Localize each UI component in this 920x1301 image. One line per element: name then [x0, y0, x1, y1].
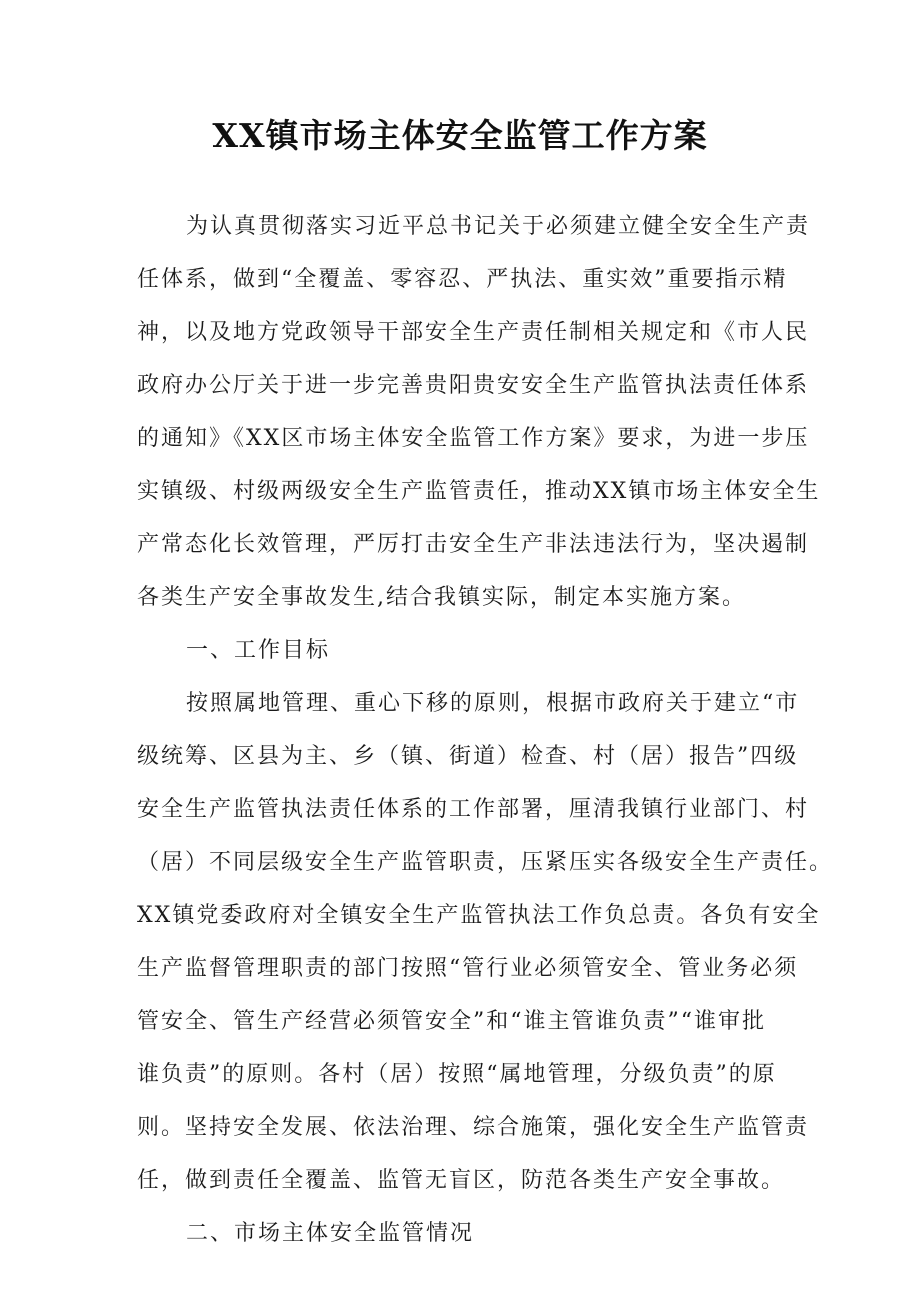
- section-heading-goals: 一、工作目标: [186, 638, 331, 663]
- paragraph-line: 产常态化长效管理，严厉打击安全生产非法违法行为，坚决遏制: [137, 532, 810, 557]
- paragraph-line: 管安全、管生产经营必须管安全”和“谁主管谁负责”“谁审批: [137, 1009, 766, 1034]
- paragraph-line: 的通知》《XX区市场主体安全监管工作方案》要求，为进一步压: [137, 426, 810, 451]
- paragraph-line: 任，做到责任全覆盖、监管无盲区，防范各类生产安全事故。: [137, 1168, 786, 1193]
- paragraph-line: 按照属地管理、重心下移的原则，根据市政府关于建立“市: [186, 691, 800, 716]
- paragraph-line: 安全生产监管执法责任体系的工作部署，厘清我镇行业部门、村: [137, 797, 810, 822]
- paragraph-line: XX镇党委政府对全镇安全生产监管执法工作负总责。各负有安全: [137, 903, 821, 928]
- paragraph-line: （居）不同层级安全生产监管职责，压紧压实各级安全生产责任。: [137, 850, 834, 875]
- paragraph-line: 生产监督管理职责的部门按照“管行业必须管安全、管业务必须: [137, 956, 799, 981]
- paragraph-line: 政府办公厅关于进一步完善贵阳贵安安全生产监管执法责任体系: [137, 373, 810, 398]
- paragraph-line: 为认真贯彻落实习近平总书记关于必须建立健全安全生产责: [186, 214, 811, 239]
- paragraph-line: 各类生产安全事故发生,结合我镇实际，制定本实施方案。: [137, 585, 746, 610]
- paragraph-line: 实镇级、村级两级安全生产监管责任，推动XX镇市场主体安全生: [137, 479, 821, 504]
- paragraph-line: 则。坚持安全发展、依法治理、综合施策，强化安全生产监管责: [137, 1115, 810, 1140]
- paragraph-line: 神，以及地方党政领导干部安全生产责任制相关规定和《市人民: [137, 320, 810, 345]
- document-title: XX镇市场主体安全监管工作方案: [212, 116, 708, 155]
- paragraph-line: 级统筹、区县为主、乡（镇、街道）检查、村（居）报告”四级: [137, 744, 799, 769]
- section-heading-supervision: 二、市场主体安全监管情况: [186, 1221, 475, 1246]
- paragraph-line: 谁负责”的原则。各村（居）按照“属地管理，分级负责”的原: [137, 1062, 777, 1087]
- paragraph-line: 任体系，做到“全覆盖、零容忍、严执法、重实效”重要指示精: [137, 267, 788, 292]
